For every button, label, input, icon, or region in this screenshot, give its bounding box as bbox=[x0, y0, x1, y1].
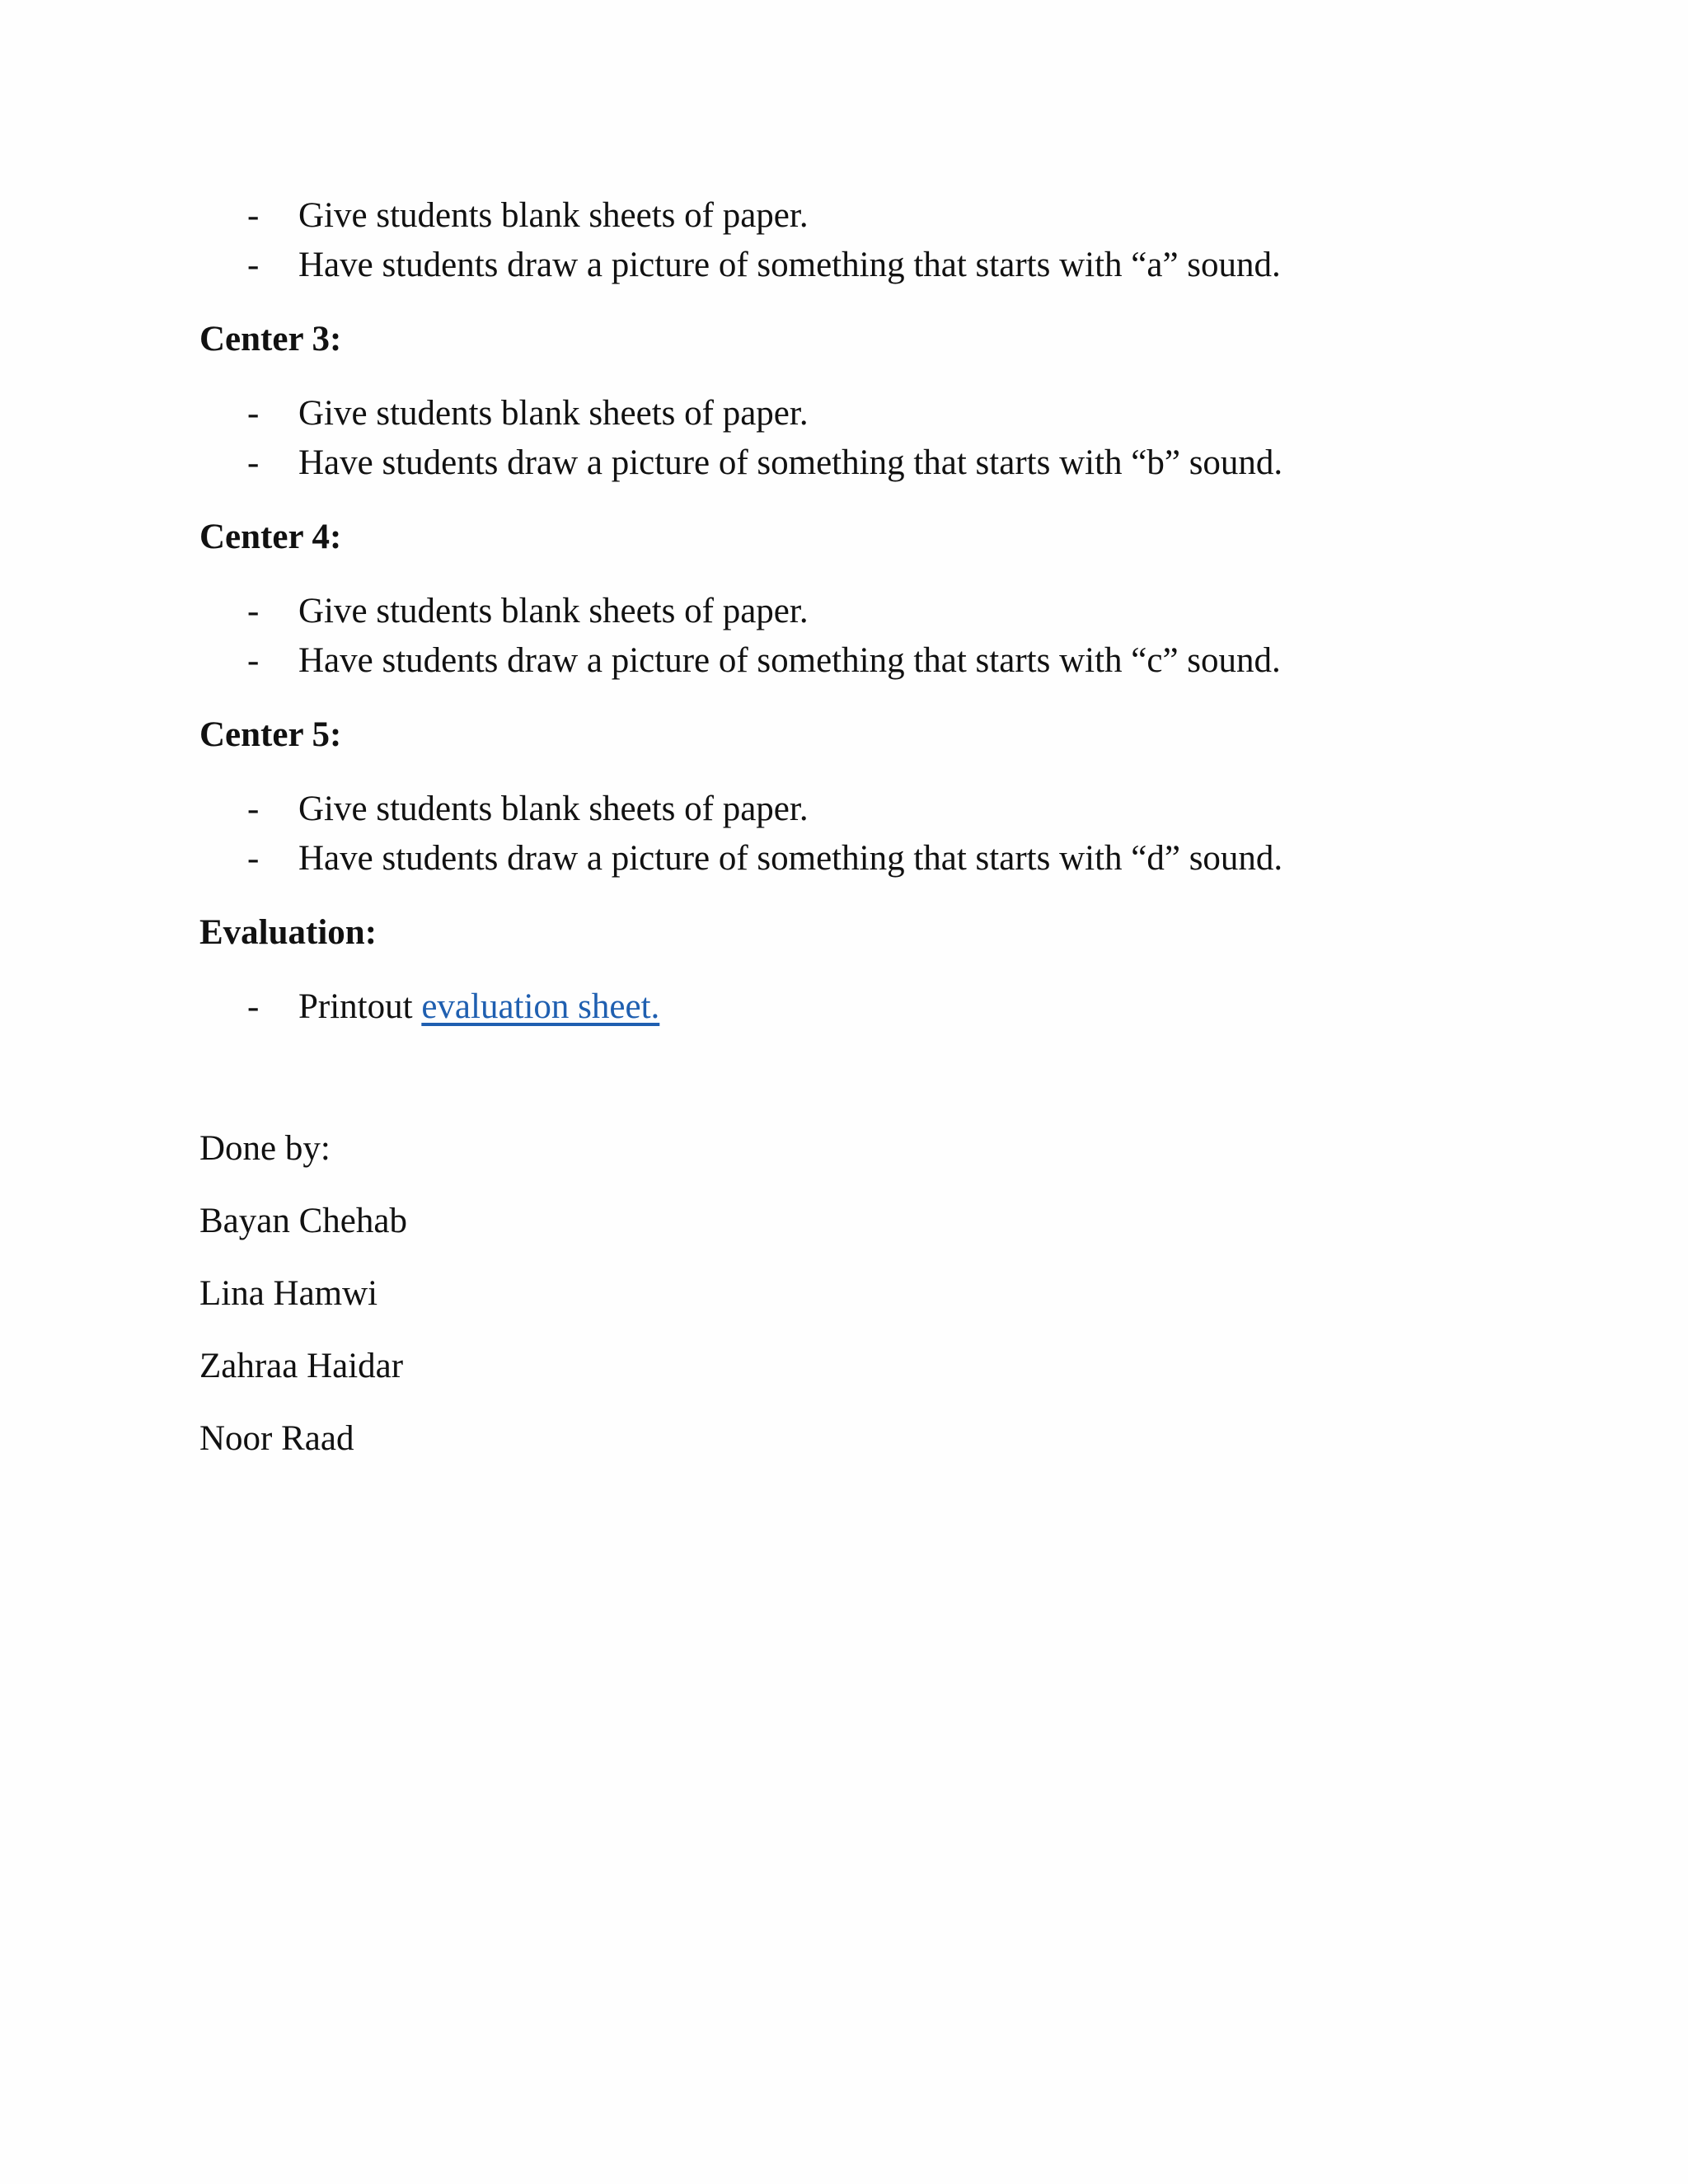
center-5-section bbox=[199, 710, 1485, 883]
dash-bullet: - bbox=[247, 987, 260, 1026]
author-name: Zahraa Haidar bbox=[199, 1347, 404, 1385]
list-item-text: Have students draw a picture of something that starts with “d” sound. bbox=[298, 839, 1283, 878]
center-3-list bbox=[199, 389, 1485, 488]
center-5-list bbox=[199, 785, 1485, 883]
list-item bbox=[199, 834, 1485, 883]
section-heading: Center 3: bbox=[199, 320, 342, 359]
dash-bullet: - bbox=[247, 394, 260, 433]
list-item-text: Give students blank sheets of paper. bbox=[298, 592, 809, 630]
signoff-block bbox=[199, 1124, 1485, 1464]
section-heading: Evaluation: bbox=[199, 913, 377, 952]
list-item bbox=[199, 191, 1485, 241]
dash-bullet: - bbox=[247, 246, 260, 284]
list-item bbox=[199, 587, 1485, 636]
evaluation-sheet-link[interactable]: evaluation sheet. bbox=[421, 987, 660, 1026]
dash-bullet: - bbox=[247, 790, 260, 828]
center-3-section bbox=[199, 315, 1485, 488]
list-item-text: Have students draw a picture of something that starts with “c” sound. bbox=[298, 641, 1281, 680]
signoff-label: Done by: bbox=[199, 1129, 331, 1168]
center-4-section bbox=[199, 513, 1485, 686]
list-item bbox=[199, 438, 1485, 488]
list-item bbox=[199, 982, 1485, 1032]
list-item bbox=[199, 636, 1485, 686]
list-item-text: Give students blank sheets of paper. bbox=[298, 196, 809, 235]
author-name: Bayan Chehab bbox=[199, 1202, 407, 1240]
dash-bullet: - bbox=[247, 592, 260, 630]
list-item-text: Give students blank sheets of paper. bbox=[298, 394, 809, 433]
evaluation-list bbox=[199, 982, 1485, 1032]
section-heading: Center 4: bbox=[199, 518, 342, 556]
list-item bbox=[199, 241, 1485, 290]
list-item-text: Have students draw a picture of something that starts with “a” sound. bbox=[298, 246, 1281, 284]
dash-bullet: - bbox=[247, 641, 260, 680]
list-item-text: Have students draw a picture of something that starts with “b” sound. bbox=[298, 443, 1283, 482]
dash-bullet: - bbox=[247, 839, 260, 878]
author-name: Noor Raad bbox=[199, 1419, 354, 1458]
intro-list bbox=[199, 191, 1485, 290]
list-item bbox=[199, 389, 1485, 438]
list-item-text: Printout bbox=[298, 987, 422, 1026]
list-item-text: Give students blank sheets of paper. bbox=[298, 790, 809, 828]
center-4-list bbox=[199, 587, 1485, 686]
dash-bullet: - bbox=[247, 196, 260, 235]
dash-bullet: - bbox=[247, 443, 260, 482]
author-name: Lina Hamwi bbox=[199, 1274, 378, 1313]
document-content bbox=[199, 191, 1485, 1487]
evaluation-section bbox=[199, 908, 1485, 1032]
section-heading: Center 5: bbox=[199, 715, 342, 754]
list-item bbox=[199, 785, 1485, 834]
